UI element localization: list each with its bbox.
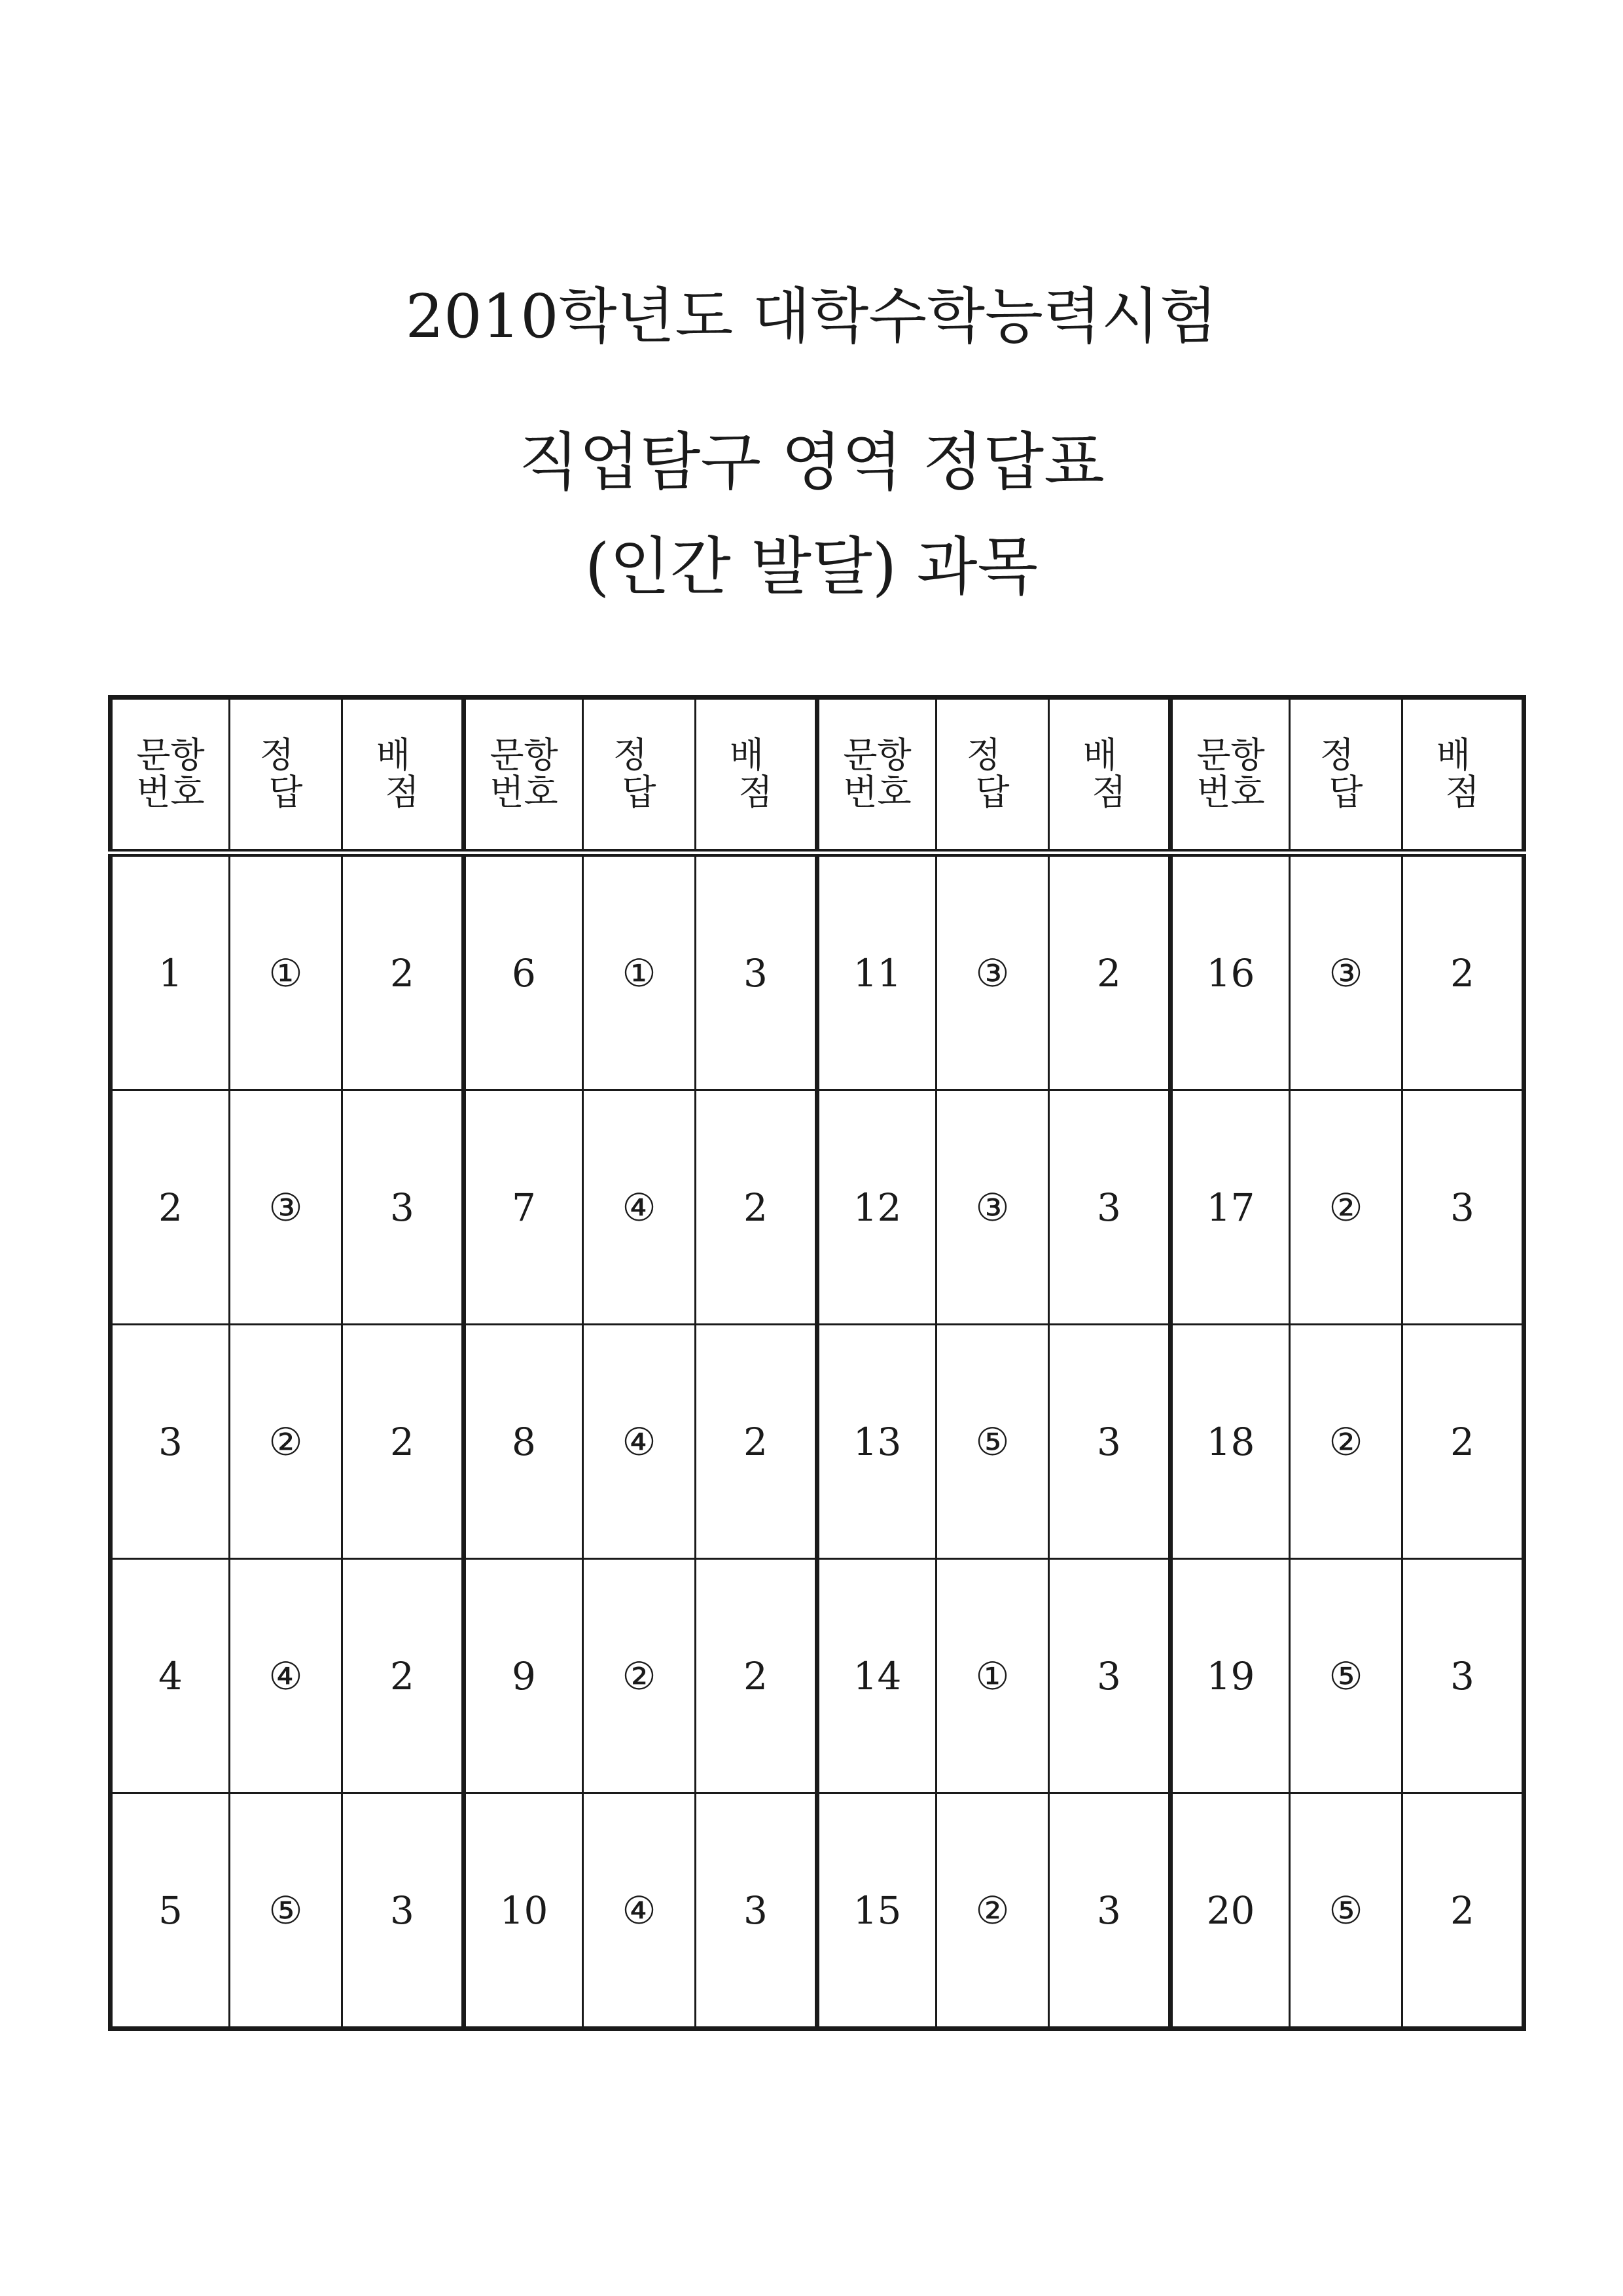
points: 3	[696, 853, 817, 1090]
correct-answer: ③	[1290, 853, 1402, 1090]
col-header-answer: 정 답	[1290, 698, 1402, 853]
question-number: 15	[817, 1793, 936, 2029]
col-header-number-top: 문항	[490, 734, 558, 776]
correct-answer: ②	[1290, 1325, 1402, 1559]
question-number: 10	[464, 1793, 583, 2029]
correct-answer: ③	[230, 1090, 342, 1325]
points: 2	[342, 1559, 464, 1793]
points: 2	[1402, 1793, 1524, 2029]
correct-answer: ⑤	[936, 1325, 1049, 1559]
points: 3	[342, 1793, 464, 2029]
correct-answer: ③	[936, 853, 1049, 1090]
question-number: 18	[1171, 1325, 1290, 1559]
question-number: 1	[111, 853, 230, 1090]
points: 2	[342, 1325, 464, 1559]
question-number: 3	[111, 1325, 230, 1559]
points: 3	[1402, 1090, 1524, 1325]
col-header-number-bottom: 번호	[1196, 772, 1265, 813]
correct-answer: ③	[936, 1090, 1049, 1325]
question-number: 12	[817, 1090, 936, 1325]
question-number: 9	[464, 1559, 583, 1793]
correct-answer: ②	[1290, 1090, 1402, 1325]
correct-answer: ④	[230, 1559, 342, 1793]
points: 3	[1049, 1325, 1171, 1559]
col-header-answer: 정 답	[230, 698, 342, 853]
col-header-answer: 정 답	[936, 698, 1049, 853]
answer-key-table	[108, 695, 1526, 2031]
points: 3	[1049, 1559, 1171, 1793]
question-number: 20	[1171, 1793, 1290, 2029]
col-header-number-bottom: 번호	[136, 772, 205, 813]
points: 2	[342, 853, 464, 1090]
col-header-answer: 정 답	[583, 698, 696, 853]
points: 3	[1049, 1793, 1171, 2029]
col-header-points: 배 점	[1049, 698, 1171, 853]
correct-answer: ④	[583, 1090, 696, 1325]
table-row	[111, 1325, 1524, 1559]
points: 2	[696, 1325, 817, 1559]
subject-title: (인간 발달) 과목	[584, 530, 1039, 603]
question-number: 2	[111, 1090, 230, 1325]
points: 2	[696, 1090, 817, 1325]
question-number: 13	[817, 1325, 936, 1559]
header-row	[111, 698, 1524, 853]
points: 3	[1049, 1090, 1171, 1325]
points: 3	[696, 1793, 817, 2029]
col-header-number-top: 문항	[1196, 734, 1265, 776]
correct-answer: ⑤	[1290, 1793, 1402, 2029]
correct-answer: ④	[583, 1325, 696, 1559]
question-number: 7	[464, 1090, 583, 1325]
col-header-points: 배 점	[1402, 698, 1524, 853]
correct-answer: ④	[583, 1793, 696, 2029]
points: 3	[1402, 1559, 1524, 1793]
col-header-number-top: 문항	[136, 734, 205, 776]
points: 2	[1049, 853, 1171, 1090]
correct-answer: ①	[936, 1559, 1049, 1793]
col-header-points: 배 점	[696, 698, 817, 853]
correct-answer: ②	[230, 1325, 342, 1559]
exam-title: 2010학년도 대학수학능력시험	[405, 281, 1218, 351]
correct-answer: ⑤	[230, 1793, 342, 2029]
correct-answer: ②	[583, 1559, 696, 1793]
answer-sheet-title: 직업탐구 영역 정답표	[518, 425, 1105, 499]
table-row	[111, 1793, 1524, 2029]
question-number: 5	[111, 1793, 230, 2029]
correct-answer: ⑤	[1290, 1559, 1402, 1793]
question-number: 4	[111, 1559, 230, 1793]
question-number: 14	[817, 1559, 936, 1793]
correct-answer: ②	[936, 1793, 1049, 2029]
table-row	[111, 1559, 1524, 1793]
col-header-number	[464, 698, 583, 853]
points: 2	[1402, 853, 1524, 1090]
table-row	[111, 853, 1524, 1090]
question-number: 17	[1171, 1090, 1290, 1325]
col-header-points: 배 점	[342, 698, 464, 853]
points: 2	[1402, 1325, 1524, 1559]
correct-answer: ①	[230, 853, 342, 1090]
question-number: 8	[464, 1325, 583, 1559]
question-number: 16	[1171, 853, 1290, 1090]
points: 3	[342, 1090, 464, 1325]
question-number: 11	[817, 853, 936, 1090]
col-header-number-bottom: 번호	[490, 772, 558, 813]
question-number: 6	[464, 853, 583, 1090]
col-header-number	[817, 698, 936, 853]
question-number: 19	[1171, 1559, 1290, 1793]
col-header-number	[111, 698, 230, 853]
table-row	[111, 1090, 1524, 1325]
col-header-number	[1171, 698, 1290, 853]
correct-answer: ①	[583, 853, 696, 1090]
points: 2	[696, 1559, 817, 1793]
col-header-number-top: 문항	[843, 734, 912, 776]
col-header-number-bottom: 번호	[843, 772, 912, 813]
